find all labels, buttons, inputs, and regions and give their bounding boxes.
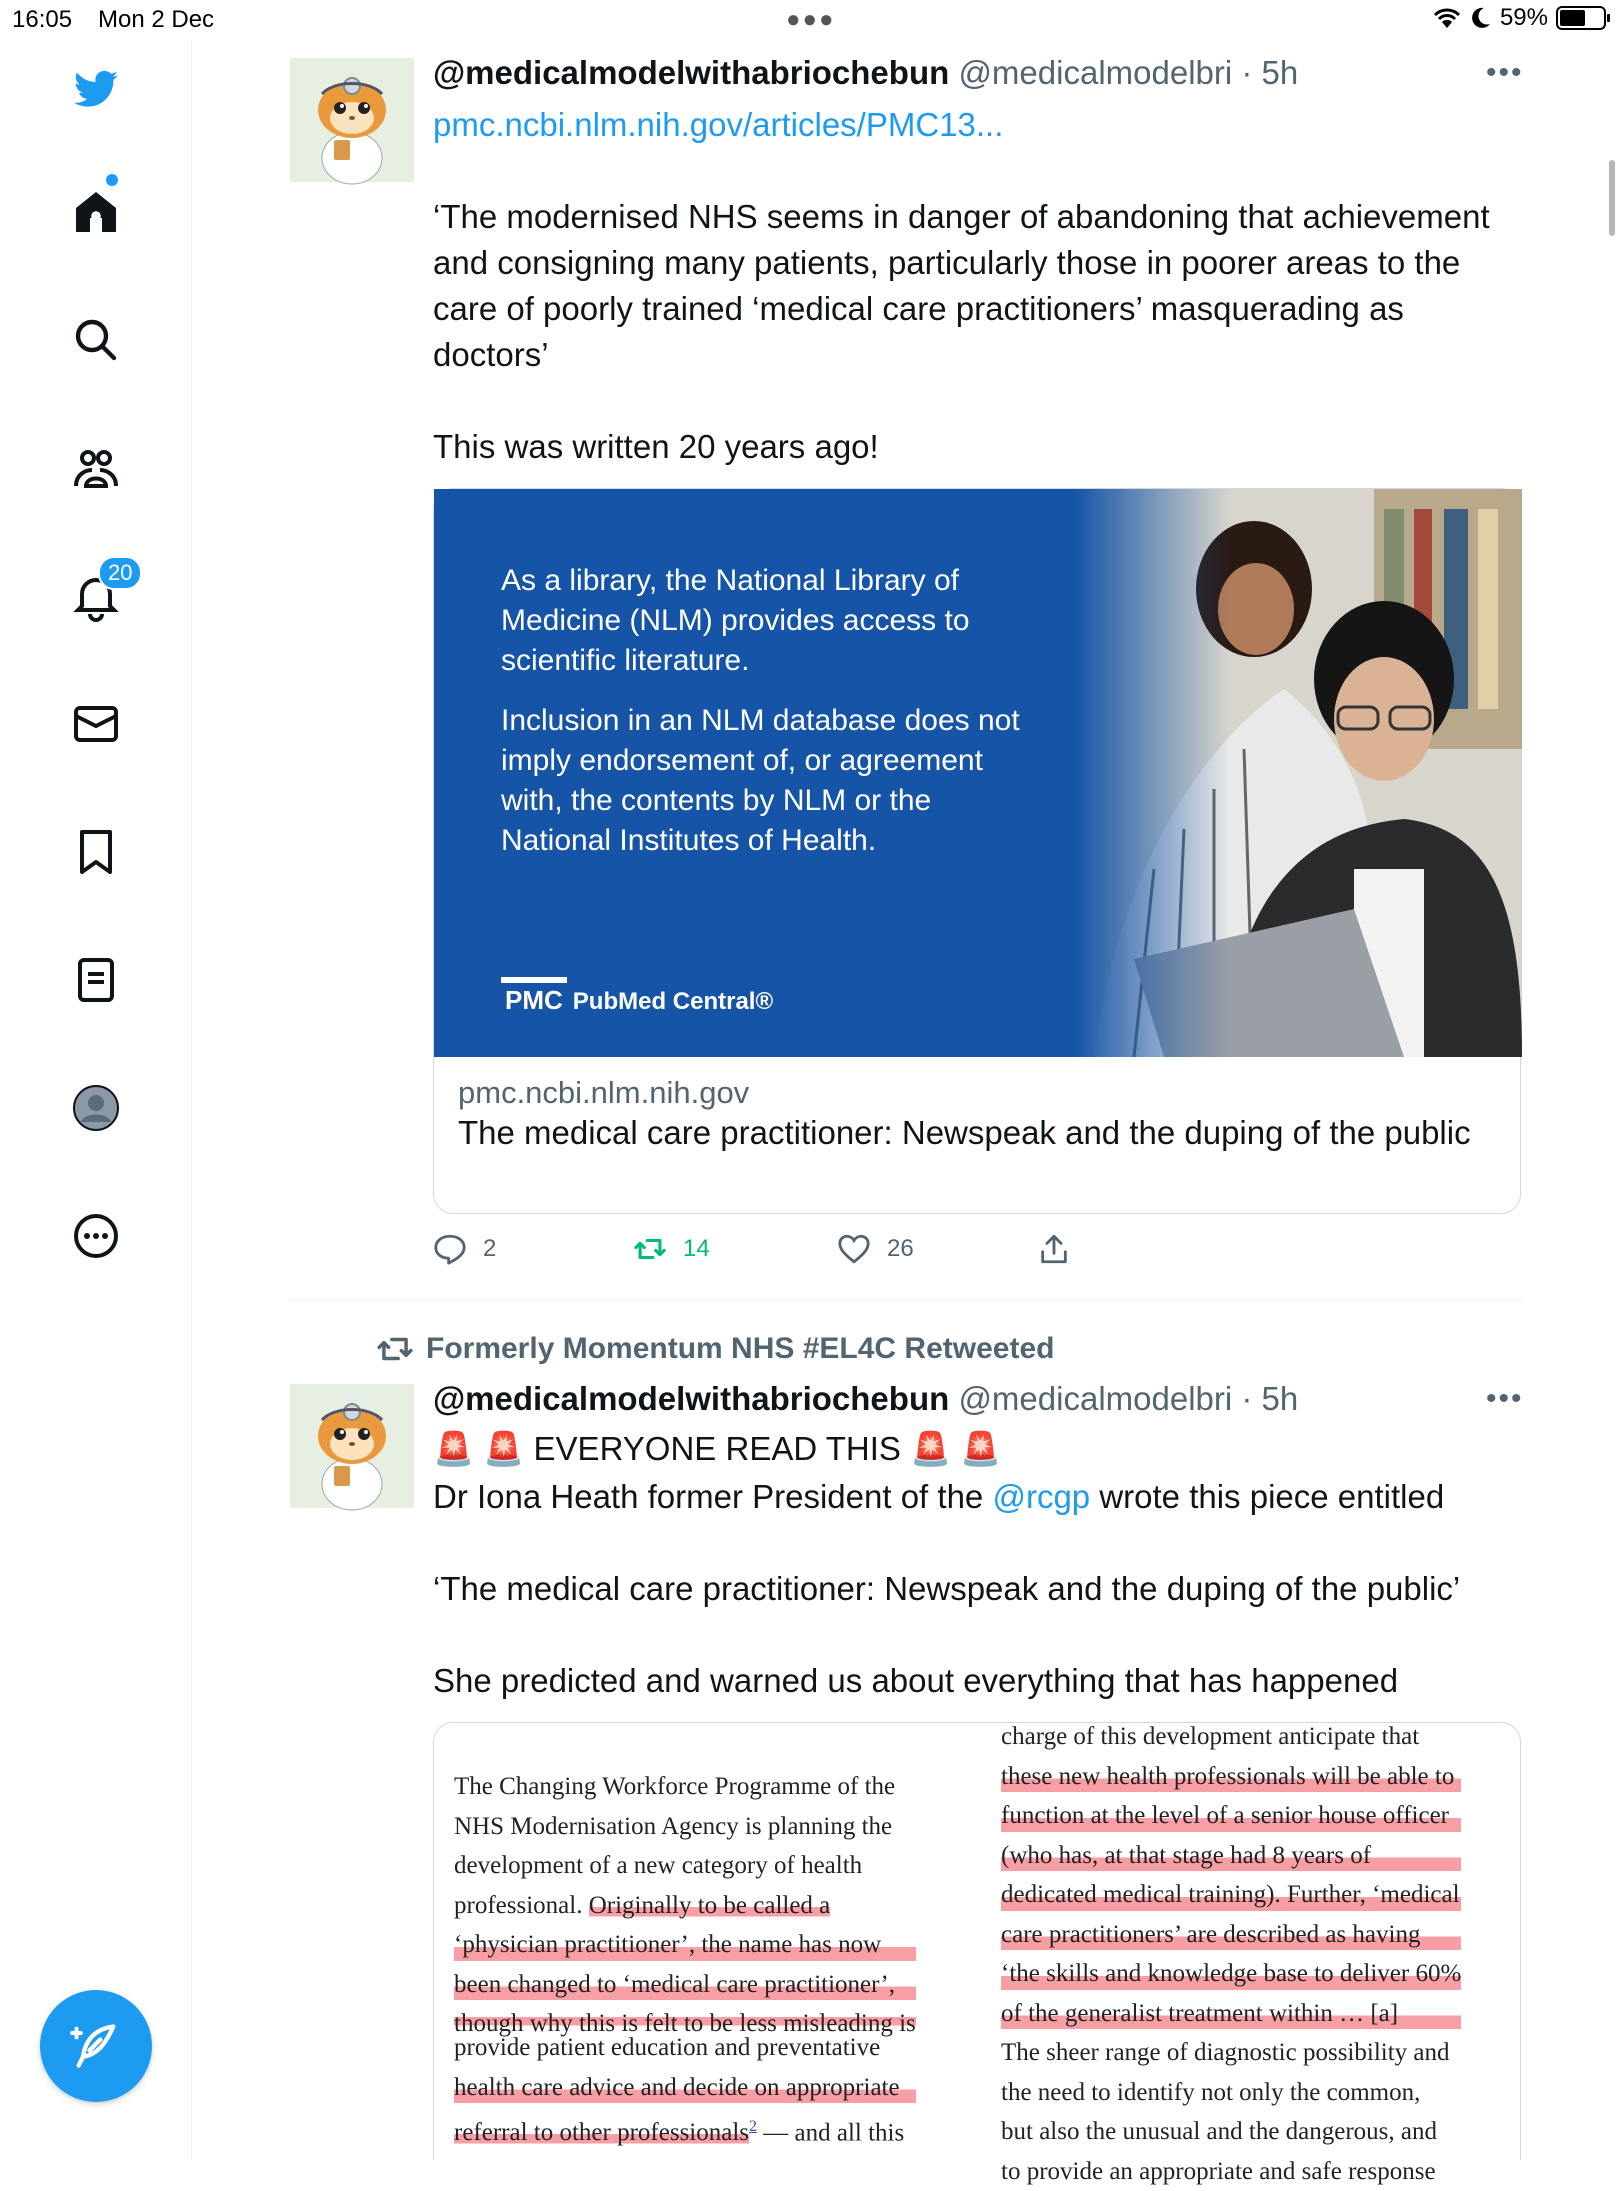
tweet2-line2-b: wrote this piece entitled (1099, 1478, 1444, 1515)
alarm-emoji-2: 🚨 (483, 1430, 524, 1467)
card-domain: pmc.ncbi.nlm.nih.gov (458, 1073, 1498, 1113)
doc-left-line: health care advice and decide on appropriate (454, 2068, 916, 2108)
tweet2-avatar[interactable] (290, 1384, 414, 1508)
doc-right-line: charge of this development anticipate that (1001, 1717, 1461, 1757)
hamster-doctor-avatar-icon (290, 1384, 414, 1508)
tweet1-link-text[interactable]: pmc.ncbi.nlm.nih.gov/articles/PMC13... (433, 106, 1003, 143)
doc-left-line: The Changing Workforce Programme of the (454, 1767, 916, 1807)
tweet2-headline: EVERYONE READ THIS (534, 1430, 901, 1467)
tweet1-time[interactable]: · 5h (1241, 54, 1298, 91)
doc-left-line-cut: though why this is felt to be less misleading is (454, 2004, 916, 2028)
like-button[interactable] (837, 1232, 914, 1266)
tweet1-link[interactable] (433, 102, 1523, 148)
doc-left-line-plain: professional. (454, 1892, 582, 1919)
tweet2-author-handle[interactable]: @medicalmodelbri (958, 1380, 1232, 1417)
card-title: The medical care practitioner: Newspeak and the duping of the public (458, 1113, 1498, 1153)
pmc-logo (501, 977, 773, 1016)
alarm-emoji-1: 🚨 (433, 1430, 474, 1467)
bookmark-icon[interactable] (66, 822, 126, 882)
multitasking-dots-icon[interactable]: ●●● (786, 6, 836, 34)
twitter-logo-icon[interactable] (66, 60, 126, 120)
card-image (434, 489, 1522, 1057)
status-time: 16:05 (12, 6, 72, 34)
tweet1-avatar[interactable] (290, 58, 414, 182)
doc-highlight: Originally to be called a (589, 1892, 831, 1919)
tweet1-para1: ‘The modernised NHS seems in danger of abandoning that achievement and consigning many patients, particularly those in poorer areas to the care of poorly trained ‘medical care practitioners’ masquerading as doctors’ (433, 194, 1523, 378)
battery-icon (1556, 6, 1606, 30)
tweet-divider (290, 1300, 1522, 1301)
battery-percent: 59% (1500, 4, 1548, 32)
retweeted-by-text: Formerly Momentum NHS #EL4C Retweeted (426, 1332, 1054, 1366)
messages-envelope-icon[interactable] (66, 694, 126, 754)
more-options-icon[interactable] (66, 1206, 126, 1266)
home-icon[interactable] (66, 182, 126, 242)
doc-left-column (454, 1767, 916, 2153)
tweet1-para2: This was written 20 years ago! (433, 424, 1523, 470)
doc-left-line: provide patient education and preventative (454, 2028, 916, 2068)
alarm-emoji-4: 🚨 (960, 1430, 1001, 1467)
retweeted-icon (376, 1330, 414, 1368)
alarm-emoji-3: 🚨 (910, 1430, 951, 1467)
share-icon (1037, 1232, 1071, 1266)
doc-right-column (1001, 1717, 1461, 2191)
doc-right-line: to provide an appropriate and safe response (1001, 2152, 1461, 2191)
link-preview-card[interactable] (433, 488, 1521, 1214)
notifications-badge: 20 (98, 556, 142, 590)
home-new-indicator (106, 174, 118, 186)
search-icon[interactable] (66, 310, 126, 370)
doc-right-line: but also the unusual and the dangerous, and (1001, 2112, 1461, 2152)
retweet-button[interactable] (633, 1232, 710, 1266)
tweet1-actions (433, 1232, 1073, 1272)
tweet2-document-image[interactable] (433, 1722, 1521, 2160)
tweet2-more-icon[interactable]: ••• (1486, 1382, 1524, 1416)
doc-right-line: these new health professionals will be able to (1001, 1757, 1461, 1797)
retweeted-by[interactable] (376, 1330, 1054, 1368)
retweet-count: 14 (683, 1235, 710, 1263)
status-date: Mon 2 Dec (98, 6, 214, 34)
doc-right-line: dedicated medical training). Further, ‘medical (1001, 1875, 1461, 1915)
tweet1-more-icon[interactable]: ••• (1486, 56, 1524, 90)
tweet2-time[interactable]: · 5h (1241, 1380, 1298, 1417)
doc-footnote-link[interactable]: 2 (749, 2118, 757, 2135)
profile-avatar-icon[interactable] (66, 1078, 126, 1138)
pmc-logo-mark: PMC (501, 977, 567, 1016)
doc-right-line: (who has, at that stage had 8 years of (1001, 1836, 1461, 1876)
scrollbar[interactable] (1609, 160, 1615, 236)
doc-right-line: function at the level of a senior house officer (1001, 1796, 1461, 1836)
sidebar (0, 40, 192, 2160)
tweet2-para2: ‘The medical care practitioner: Newspeak and the duping of the public’ (433, 1566, 1523, 1612)
status-right (1432, 4, 1606, 32)
card-image-text (501, 561, 1021, 881)
status-bar (0, 0, 1620, 40)
reply-icon (433, 1232, 467, 1266)
doc-left-line: been changed to ‘medical care practitioner’, (454, 1965, 916, 2005)
share-button[interactable] (1037, 1232, 1071, 1266)
doc-right-line: the need to identify not only the common, (1001, 2073, 1461, 2113)
communities-icon[interactable] (66, 438, 126, 498)
tweet1-author-handle[interactable]: @medicalmodelbri (958, 54, 1232, 91)
doc-right-line: care practitioners’ are described as having (1001, 1915, 1461, 1955)
card-image-text-1: As a library, the National Library of Medicine (NLM) provides access to scientific literature. (501, 561, 1021, 681)
card-meta (458, 1073, 1498, 1153)
tweet2-header (433, 1380, 1298, 1418)
like-count: 26 (887, 1235, 914, 1263)
lists-icon[interactable] (66, 950, 126, 1010)
compose-feather-icon (70, 2020, 122, 2072)
tweet2-author-name[interactable]: @medicalmodelwithabriochebun (433, 1380, 949, 1417)
doc-right-line: of the generalist treatment within … [a] (1001, 1994, 1461, 2034)
doc-left-line (454, 2107, 916, 2153)
rcgp-mention-link[interactable]: @rcgp (992, 1478, 1090, 1515)
moon-icon (1470, 6, 1492, 30)
pmc-logo-label: PubMed Central® (573, 988, 773, 1016)
battery-fill (1560, 10, 1585, 26)
card-photo-people-laptop (1074, 489, 1522, 1057)
reply-button[interactable] (433, 1232, 496, 1266)
doc-right-line: The sheer range of diagnostic possibility and (1001, 2033, 1461, 2073)
wifi-icon (1432, 6, 1462, 30)
doc-left-line (454, 1886, 916, 1926)
retweet-icon (633, 1232, 667, 1266)
doc-highlight: referral to other professionals (454, 2119, 749, 2146)
tweet1-header (433, 54, 1298, 92)
tweet2-line2 (433, 1474, 1523, 1520)
doc-left-line-plain: — and all this (757, 2119, 904, 2146)
doc-left-line: development of a new category of health (454, 1846, 916, 1886)
tweet1-author-name[interactable]: @medicalmodelwithabriochebun (433, 54, 949, 91)
doc-left-line: ‘physician practitioner’, the name has now (454, 1925, 916, 1965)
tweet2-line2-a: Dr Iona Heath former President of the (433, 1478, 983, 1515)
compose-tweet-button[interactable] (40, 1990, 152, 2102)
reply-count: 2 (483, 1235, 496, 1263)
hamster-doctor-avatar-icon (290, 58, 414, 182)
heart-icon (837, 1232, 871, 1266)
tweet2-headline-line (433, 1426, 1523, 1472)
tweet2-para3: She predicted and warned us about everything that has happened (433, 1658, 1523, 1704)
card-image-text-2: Inclusion in an NLM database does not imply endorsement of, or agreement with, the contents by NLM or the National Institutes of Health. (501, 701, 1021, 861)
doc-left-line: NHS Modernisation Agency is planning the (454, 1807, 916, 1847)
doc-right-line: ‘the skills and knowledge base to deliver 60% (1001, 1954, 1461, 1994)
